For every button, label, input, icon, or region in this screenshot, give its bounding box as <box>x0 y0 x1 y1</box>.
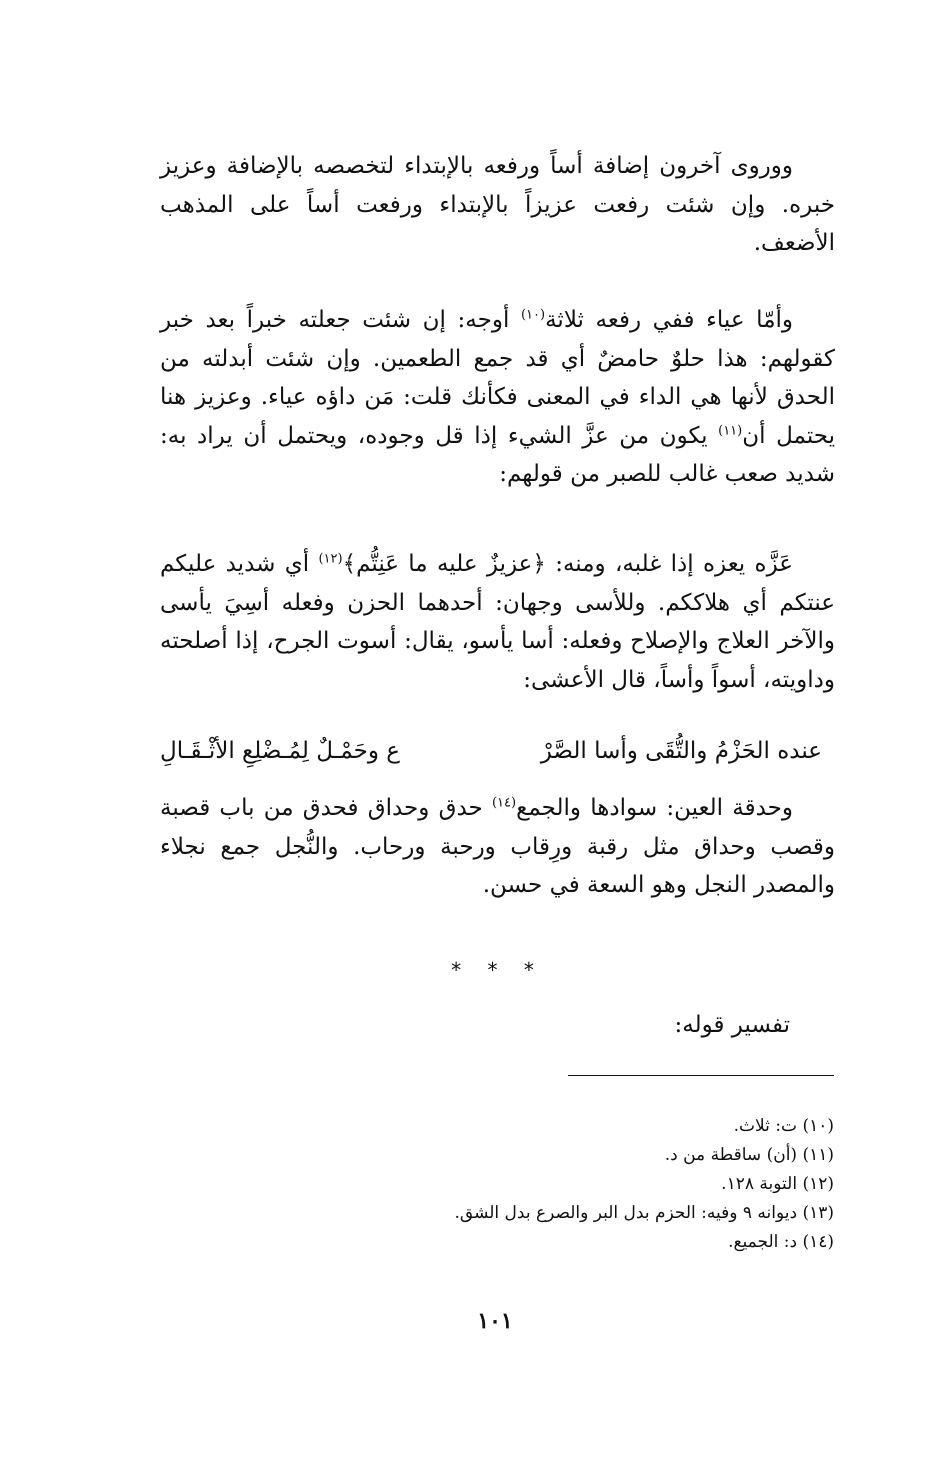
footnote-10: (١٠) ت: ثلاث. <box>733 1116 834 1136</box>
paragraph-3-part-a: عَزَّه يعزه إذا غلبه، ومنه: ﴿عزيزٌ عليه ما عَنِتُّم﴾ <box>342 551 793 577</box>
footnote-ref-10: (١٠) <box>520 307 546 323</box>
section-separator: * * * <box>451 958 544 982</box>
paragraph-2 <box>160 301 835 494</box>
section-heading: تفسير قوله: <box>674 1012 790 1038</box>
footnotes <box>334 1112 834 1257</box>
paragraph-2-part-c: يكون من عزَّ الشيء إذا قل وجوده، ويحتمل أن يراد به: شديد صعب غالب للصبر من قولهم: <box>160 422 835 487</box>
verse-first-hemistich: عنده الحَزْمُ والتُّقَى وأسا الصَّرْ <box>540 738 822 764</box>
footnote-ref-12: (١٢) <box>318 551 343 567</box>
footnote-14: (١٤) د: الجميع. <box>728 1232 834 1252</box>
paragraph-4-part-a: وحدقة العين: سوادها والجمع <box>516 795 793 821</box>
footnote-ref-14: (١٤) <box>491 795 517 811</box>
paragraph-4 <box>160 789 835 905</box>
paragraph-3-part-b: أي شديد عليكم عنتكم أي هلاككم. وللأسى وجهان: أحدهما الحزن وفعله أسِيَ يأسى والآخر العلاج والإصلاح وفعله: أسا يأسو، يقال: أسوت الجرح، إذا أصلحته وداويته، أسواً وأساً، قال الأعشى: <box>160 551 835 693</box>
poetry-verse <box>160 738 840 778</box>
verse-second-hemistich: ع وحَمْـلٌ لِمُـضْلِعِ الأثْـقَـالِ <box>160 738 401 764</box>
footnote-11: (١١) (أن) ساقطة من د. <box>664 1145 834 1165</box>
page-number: ١٠١ <box>477 1308 513 1334</box>
footnote-divider <box>568 1075 834 1076</box>
paragraph-1-text: ووروى آخرون إضافة أساً ورفعه بالإبتداء لتخصصه بالإضافة وعزيز خبره. وإن شئت رفعت عزيزاً بالإبتداء ورفعت أساً على المذهب الأضعف. <box>160 153 835 256</box>
footnote-ref-11: (١١) <box>718 422 743 438</box>
footnote-12: (١٢) التوبة ١٢٨. <box>721 1174 834 1194</box>
paragraph-2-part-b: أوجه: إن شئت جعلته خبراً بعد خبر كقولهم: هذا حلوٌ حامضٌ أي قد جمع الطعمين. وإن شئت أبدلته من الحدق لأنها هي الداء في المعنى فكأنك قلت: مَن داؤه عياء. وعزيز هنا يحتمل أن <box>160 307 836 449</box>
paragraph-3 <box>160 545 835 699</box>
paragraph-2-part-a: وأمّا عياء ففي رفعه ثلاثة <box>545 307 794 333</box>
footnote-13: (١٣) ديوانه ٩ وفيه: الحزم بدل البر والصرع بدل الشق. <box>454 1203 834 1223</box>
paragraph-4-part-b: حدق وحداق فحدق من باب قصبة وقصب وحداق مثل رقبة ورِقاب ورحبة ورحاب. والنُّجل جمع نجلاء والمصدر النجل وهو السعة في حسن. <box>160 795 835 898</box>
paragraph-1 <box>160 147 835 263</box>
